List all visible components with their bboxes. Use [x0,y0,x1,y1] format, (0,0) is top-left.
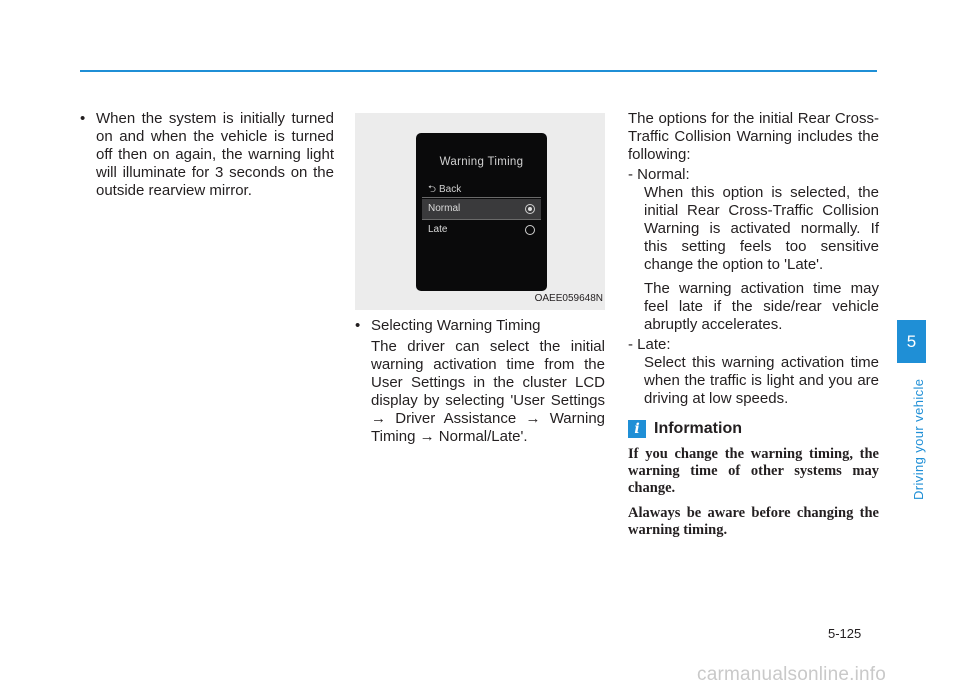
bullet-dot: • [80,110,86,127]
information-heading [628,420,879,438]
option-paragraph: The warning activation time may feel late if the side/rear vehicle abruptly accelerates. [644,280,879,333]
right-column [628,110,879,539]
lcd-figure [355,113,605,310]
intro-paragraph: The options for the initial Rear Cross-Traffic Collision Warning includes the following: [628,110,879,163]
information-paragraph: If you change the warning timing, the warning time of other systems may change. [628,446,879,496]
lcd-option-late [422,220,541,240]
watermark: carmanualsonline.info [697,664,887,685]
page-number: 5-125 [828,626,862,641]
information-paragraph: Alaways be aware before changing the warning timing. [628,505,879,538]
information-title: Information [654,420,742,437]
middle-column [355,110,605,446]
figure-code: OAEE059648N [534,293,603,304]
lcd-divider [422,197,541,198]
bullet-dot: • [355,317,361,334]
body-paragraph: The driver can select the initial warning activation time from the User Settings in the cluster LCD display by selecting 'User Settings → Driver Assistance → Warning Timing → Normal/Late'. [371,338,605,445]
lcd-back-label: Back [439,184,462,195]
lcd-option-normal [422,199,541,219]
chapter-title: Driving your vehicle [911,378,926,500]
cluster-lcd-screen [416,133,547,291]
information-icon: i [628,420,646,438]
option-paragraph: Select this warning activation time when the traffic is light and you are driving at low speeds. [644,354,879,407]
header-rule [80,70,877,72]
bullet-item [355,317,605,335]
bullet-item [80,110,334,200]
chapter-tab: 5 [897,320,926,363]
lcd-option-label: Late [428,224,448,235]
option-paragraph: When this option is selected, the initial Rear Cross-Traffic Collision Warning is activated normally. If this setting feels too sensitive change the option to 'Late'. [644,184,879,273]
lcd-option-label: Normal [428,203,461,214]
bullet-text: Selecting Warning Timing [371,317,541,334]
bullet-text: When the system is initially turned on and when the vehicle is turned off then on again, the warning light will illuminate for 3 seconds on the outside rearview mirror. [96,110,334,199]
option-heading-normal: - Normal: [628,166,690,183]
left-column [80,110,334,200]
option-heading-late: - Late: [628,336,671,353]
back-arrow-icon: ⮌ [428,184,437,195]
lcd-screen-title: Warning Timing [439,156,524,168]
radio-selected-icon [525,204,535,214]
radio-unselected-icon [525,225,535,235]
